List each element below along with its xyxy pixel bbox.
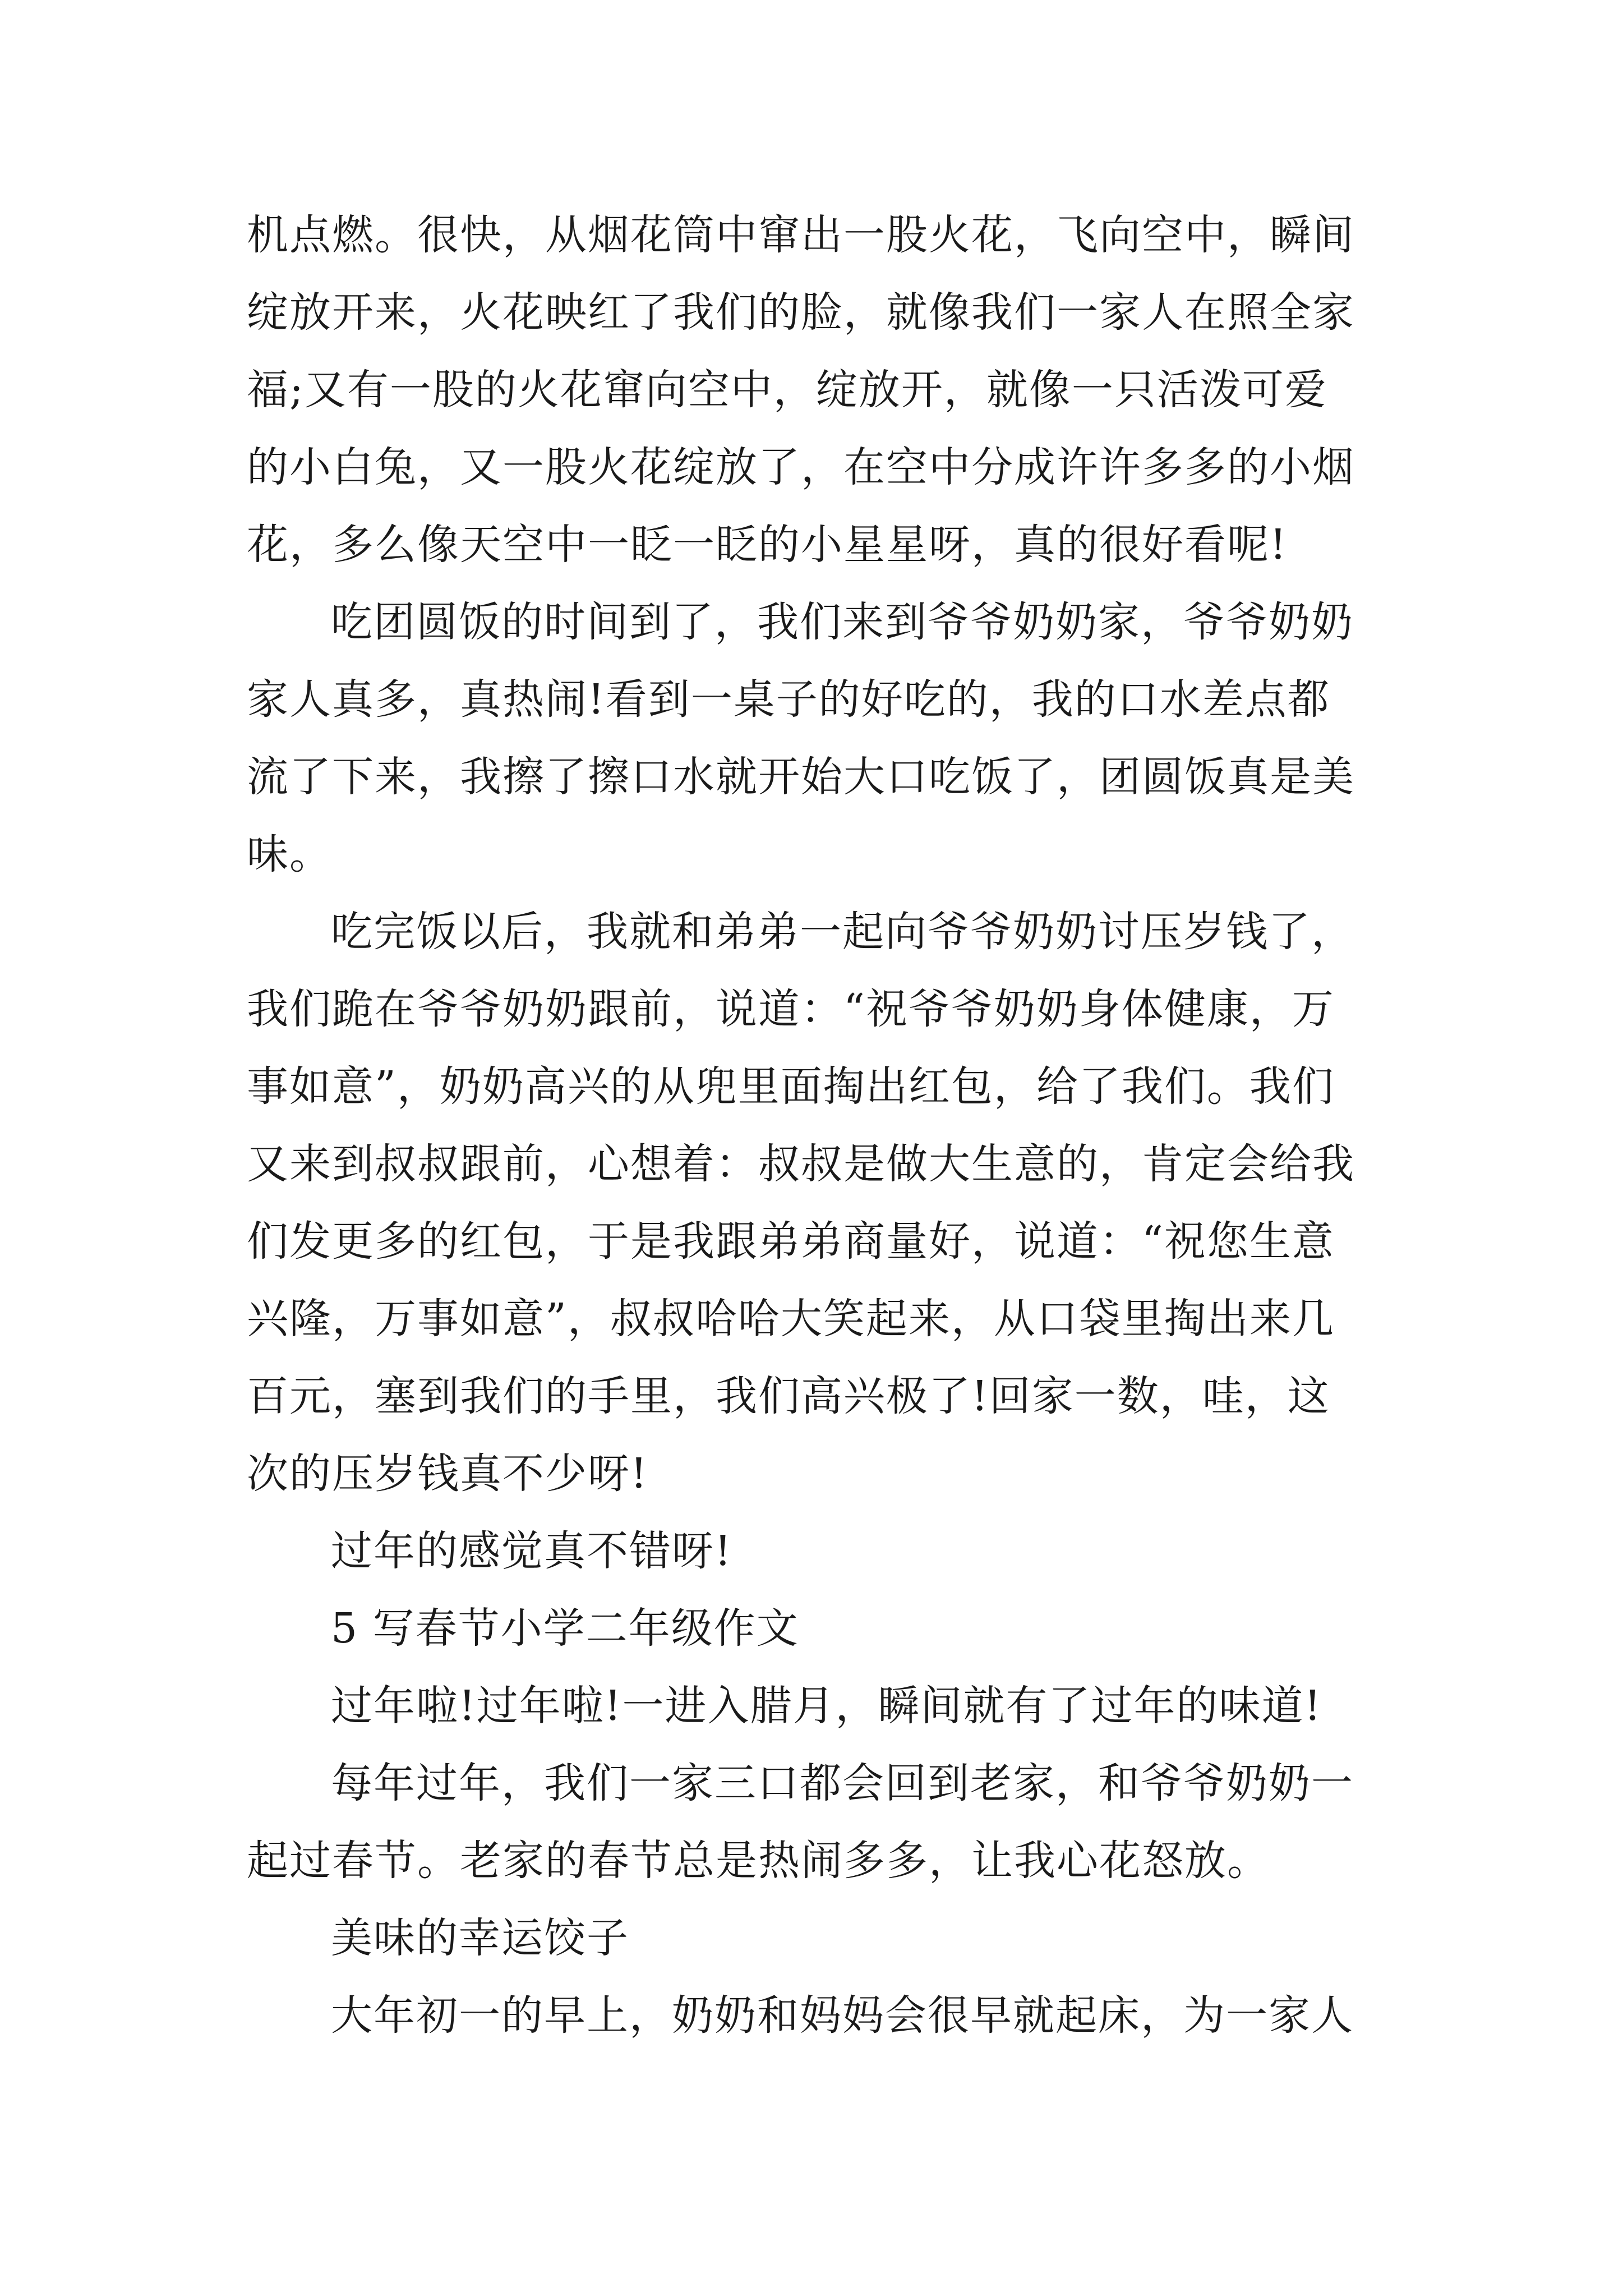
text-line-16: 百元，塞到我们的手里，我们高兴极了!回家一数，哇，这	[247, 1372, 1330, 1420]
document-body	[247, 196, 1391, 2054]
text-line-3: 福;又有一股的火花窜向空中，绽放开，就像一只活泼可爱	[247, 366, 1327, 414]
paragraph-start-morning: 大年初一的早上，奶奶和妈妈会很早就起床，为一家人	[331, 1991, 1354, 2040]
section-heading-dumplings: 美味的幸运饺子	[331, 1914, 629, 1962]
essay-heading: 5 写春节小学二年级作文	[331, 1604, 799, 1653]
text-line-17: 次的压岁钱真不少呀!	[247, 1450, 648, 1498]
text-line-22: 起过春节。老家的春节总是热闹多多，让我心花怒放。	[247, 1837, 1270, 1885]
paragraph-start-reunion-dinner: 吃团圆饭的时间到了，我们来到爷爷奶奶家，爷爷奶奶	[331, 598, 1354, 646]
text-line-11: 我们跪在爷爷奶奶跟前，说道：“祝爷爷奶奶身体健康，万	[247, 985, 1335, 1033]
text-line-8: 流了下来，我擦了擦口水就开始大口吃饭了，团圆饭真是美	[247, 753, 1355, 801]
text-line-2: 绽放开来，火花映红了我们的脸，就像我们一家人在照全家	[247, 288, 1355, 337]
text-line-14: 们发更多的红包，于是我跟弟弟商量好，说道：“祝您生意	[247, 1217, 1335, 1266]
text-line-5: 花，多么像天空中一眨一眨的小星星呀，真的很好看呢!	[247, 521, 1288, 569]
text-line-12: 事如意”，奶奶高兴的从兜里面掏出红包，给了我们。我们	[247, 1062, 1335, 1111]
paragraph-conclusion: 过年的感觉真不错呀!	[331, 1527, 732, 1575]
text-line-1: 机点燃。很快，从烟花筒中窜出一股火花，飞向空中，瞬间	[247, 211, 1355, 259]
text-line-15: 兴隆，万事如意”，叔叔哈哈大笑起来，从口袋里掏出来几	[247, 1295, 1335, 1343]
text-line-4: 的小白兔，又一股火花绽放了，在空中分成许许多多的小烟	[247, 443, 1355, 491]
paragraph-start-red-envelopes: 吃完饭以后，我就和弟弟一起向爷爷奶奶讨压岁钱了，	[331, 908, 1354, 956]
text-line-13: 又来到叔叔跟前，心想着：叔叔是做大生意的，肯定会给我	[247, 1140, 1355, 1188]
text-line-9: 味。	[247, 830, 332, 878]
paragraph-start-hometown: 每年过年，我们一家三口都会回到老家，和爷爷奶奶一	[331, 1759, 1354, 1807]
paragraph-start-new-year: 过年啦!过年啦!一进入腊月，瞬间就有了过年的味道!	[331, 1682, 1322, 1730]
text-line-7: 家人真多，真热闹!看到一桌子的好吃的，我的口水差点都	[247, 675, 1330, 724]
